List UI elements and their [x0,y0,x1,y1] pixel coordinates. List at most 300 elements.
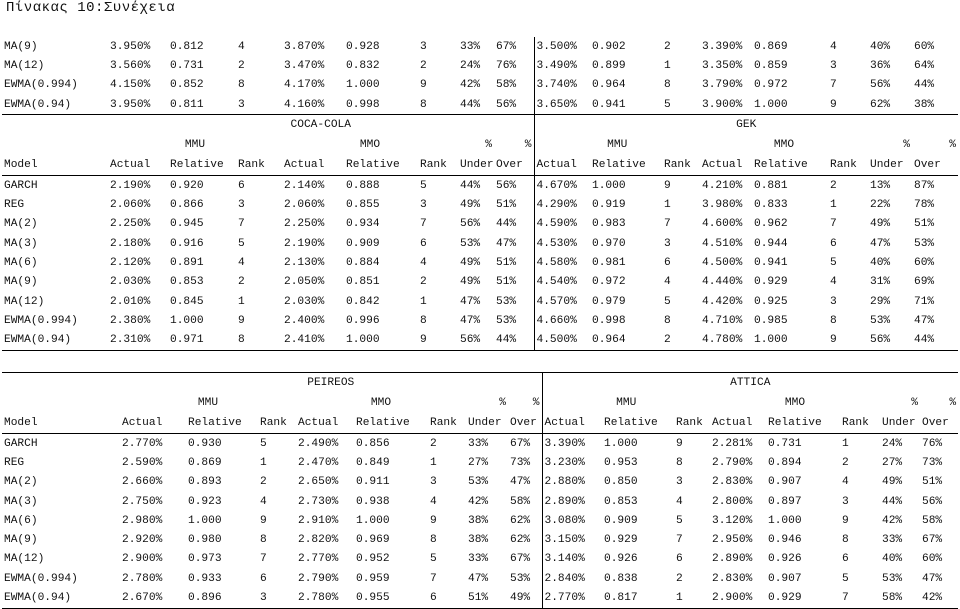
value-cell: 0.980 [188,534,222,547]
value-cell: 47% [914,314,935,327]
value-cell: 49% [882,476,903,489]
value-cell: 2.830% [712,572,753,585]
value-cell: 0.933 [188,572,222,585]
value-cell: 1 [830,199,837,212]
value-cell: 33% [882,534,903,547]
value-cell: 47% [494,234,534,253]
value-cell: 2.650% [298,476,339,489]
value-cell: 2.790% [712,456,753,469]
table-row [2,176,958,196]
model-cell: MA(6) [4,257,38,270]
value-cell: 0.959 [356,572,390,585]
group-label: % [485,139,492,152]
value-cell: 0.952 [356,553,390,566]
value-cell: 3.080% [544,514,585,527]
model-cell: MA(3) [4,495,38,508]
value-cell: 4 [238,257,245,270]
value-cell: 2.470% [298,456,339,469]
value-cell: 2.250% [110,218,151,231]
value-cell: 4.530% [536,237,577,250]
value-cell: 0.907 [768,572,802,585]
column-header: Rank [418,155,458,176]
value-cell: 2.900% [710,588,766,608]
table-row [2,95,958,115]
value-cell: 8 [418,95,458,115]
value-cell: 0.944 [754,237,788,250]
value-cell: 2.050% [284,276,325,289]
table-row [2,492,958,511]
value-cell: 0.849 [356,456,390,469]
value-cell: 2.250% [284,218,325,231]
value-cell: 0.869 [188,456,222,469]
column-header: Over [494,155,534,176]
value-cell: 0.845 [170,295,204,308]
page-title: Πίνακας 10:Συνέχεια [6,0,176,16]
value-cell: 1 [664,199,671,212]
value-cell: 49% [460,199,481,212]
value-cell: 2.770% [542,588,602,608]
value-cell: 27% [468,456,489,469]
value-cell: 49% [870,218,891,231]
value-cell: 4 [420,257,427,270]
value-cell: 2.590% [122,456,163,469]
value-cell: 44% [460,179,481,192]
value-cell: 0.946 [768,534,802,547]
value-cell: 7 [830,79,837,92]
table-row [2,530,958,549]
column-header: Over [508,413,542,434]
previous-rows [2,37,958,115]
value-cell: 44% [458,95,494,115]
value-cell: 1.000 [752,95,828,115]
value-cell: 0.853 [604,495,638,508]
value-cell: 42% [468,495,489,508]
value-cell: 3.560% [110,59,151,72]
value-cell: 0.851 [346,276,380,289]
value-cell: 0.881 [754,179,788,192]
value-cell: 53% [914,237,935,250]
value-cell: 56% [494,176,534,196]
value-cell: 2.800% [712,495,753,508]
value-cell: 7 [676,534,683,547]
value-cell: 73% [922,456,943,469]
value-cell: 2 [676,572,683,585]
column-header: Actual [108,155,168,176]
value-cell: 3.490% [536,59,577,72]
value-cell: 3.230% [544,456,585,469]
value-cell: 4.510% [702,237,743,250]
model-cell: MA(9) [4,534,38,547]
column-header: Under [880,413,920,434]
value-cell: 0.842 [346,295,380,308]
value-cell: 6 [830,237,837,250]
column-header: Rank [258,413,296,434]
value-cell: 2.180% [110,237,151,250]
value-cell: 3.650% [534,95,590,115]
value-cell: 0.953 [604,456,638,469]
table-row [2,195,958,214]
group-label: MMU [616,397,637,409]
value-cell: 4.210% [702,179,743,192]
group-label: % [494,135,534,155]
company-right: ATTICA [542,373,958,394]
value-cell: 0.979 [592,295,626,308]
value-cell: 4.440% [702,276,743,289]
value-cell: 5 [238,237,245,250]
value-cell: 2.770% [122,437,163,450]
value-cell: 0.731 [768,437,802,450]
value-cell: 1.000 [768,514,802,527]
value-cell: 0.929 [754,276,788,289]
value-cell: 5 [662,95,700,115]
value-cell: 8 [430,534,437,547]
value-cell: 0.731 [170,59,204,72]
value-cell: 4 [664,276,671,289]
value-cell: 8 [676,456,683,469]
value-cell: 8 [842,534,849,547]
value-cell: 60% [914,40,935,53]
group-label: MMU [197,397,219,409]
blank-cell [2,115,108,136]
value-cell: 33% [468,553,489,566]
value-cell: 58% [508,492,542,511]
value-cell: 0.916 [170,237,204,250]
group-label: MMO [784,397,806,409]
value-cell: 2 [662,331,700,351]
group-label: MMU [607,139,628,152]
value-cell: 3.950% [108,95,168,115]
value-cell: 3.470% [284,59,325,72]
value-cell: 2.820% [298,534,339,547]
model-cell: EWMA(0.994) [4,79,78,92]
table-row [2,56,958,75]
value-cell: 4.540% [536,276,577,289]
value-cell: 8 [238,79,245,92]
value-cell: 49% [508,588,542,608]
value-cell: 1 [674,588,710,608]
value-cell: 7 [420,218,427,231]
value-cell: 0.941 [590,95,662,115]
value-cell: 3 [238,199,245,212]
value-cell: 0.929 [604,534,638,547]
value-cell: 6 [238,179,245,192]
value-cell: 38% [468,534,489,547]
value-cell: 0.812 [170,40,204,53]
block2-rows [2,434,958,609]
value-cell: 0.897 [768,495,802,508]
table-row [2,37,958,56]
value-cell: 8 [236,331,282,351]
group-label: MMO [370,397,392,409]
column-header: Under [868,155,912,176]
value-cell: 67% [508,550,542,569]
value-cell: 9 [418,331,458,351]
value-cell: 7 [840,588,880,608]
column-header-row [2,413,958,434]
table-row [2,331,958,351]
group-label: MMO [773,139,795,152]
value-cell: 7 [430,572,437,585]
value-cell: 0.925 [754,295,788,308]
value-cell: 44% [882,495,903,508]
value-cell: 53% [882,572,903,585]
value-cell: 2.310% [108,331,168,351]
table-row [2,550,958,569]
value-cell: 0.856 [356,437,390,450]
value-cell: 47% [870,237,891,250]
value-cell: 4.160% [282,95,344,115]
value-cell: 0.930 [188,437,222,450]
value-cell: 38% [468,514,489,527]
value-cell: 0.832 [346,59,380,72]
value-cell: 2.980% [122,514,163,527]
value-cell: 0.853 [170,276,204,289]
column-header: Rank [428,413,466,434]
model-cell: EWMA(0.94) [2,331,108,351]
value-cell: 60% [914,257,935,270]
column-header: Relative [766,413,840,434]
value-cell: 2.060% [284,199,325,212]
value-cell: 4.150% [110,79,151,92]
value-cell: 0.891 [170,257,204,270]
value-cell: 0.934 [346,218,380,231]
value-cell: 1.000 [604,437,638,450]
value-cell: 0.896 [186,588,258,608]
group-row [2,135,958,155]
value-cell: 3.790% [702,79,743,92]
value-cell: 3 [420,199,427,212]
value-cell: 2.840% [544,572,585,585]
value-cell: 7 [238,218,245,231]
column-header: Actual [700,155,752,176]
column-header: Actual [542,413,602,434]
value-cell: 56% [868,331,912,351]
value-cell: 3.500% [536,40,577,53]
value-cell: 3.350% [702,59,743,72]
value-cell: 0.833 [754,199,788,212]
value-cell: 3.140% [544,553,585,566]
value-cell: 4 [842,476,849,489]
block2-header [2,373,958,434]
value-cell: 0.899 [592,59,626,72]
value-cell: 2 [238,276,245,289]
value-cell: 9 [842,514,849,527]
value-cell: 0.855 [346,199,380,212]
column-header: Actual [710,413,766,434]
value-cell: 2.730% [298,495,339,508]
value-cell: 0.969 [356,534,390,547]
value-cell: 0.817 [602,588,674,608]
value-cell: 4.420% [702,295,743,308]
value-cell: 13% [870,179,891,192]
value-cell: 5 [676,514,683,527]
value-cell: 7 [830,218,837,231]
value-cell: 3 [258,588,296,608]
value-cell: 3.390% [702,40,743,53]
value-cell: 2.770% [298,553,339,566]
value-cell: 3 [842,495,849,508]
value-cell: 6 [664,257,671,270]
value-cell: 0.972 [592,276,626,289]
value-cell: 3.980% [702,199,743,212]
value-cell: 4 [260,495,267,508]
model-cell: GARCH [4,437,38,450]
value-cell: 69% [914,276,935,289]
group-label: % [911,397,918,409]
group-label: % [949,397,957,409]
value-cell: 2.410% [282,331,344,351]
value-cell: 2.120% [110,257,151,270]
model-cell: MA(9) [4,276,38,289]
value-cell: 5 [830,257,837,270]
value-cell: 0.971 [168,331,236,351]
value-cell: 40% [870,257,891,270]
value-cell: 2.281% [712,437,753,450]
value-cell: 1.000 [346,79,380,92]
table-row [2,511,958,530]
value-cell: 47% [508,473,542,492]
model-cell: GARCH [4,179,38,192]
table-peireos-attica [2,372,958,609]
value-cell: 0.909 [604,514,638,527]
value-cell: 8 [664,79,671,92]
value-cell: 24% [882,437,903,450]
value-cell: 58% [494,76,534,95]
value-cell: 0.972 [754,79,788,92]
value-cell: 2 [830,179,837,192]
value-cell: 0.923 [188,495,222,508]
column-header: Actual [296,413,354,434]
value-cell: 56% [494,95,534,115]
column-header: Rank [236,155,282,176]
value-cell: 0.983 [592,218,626,231]
value-cell: 51% [922,476,943,489]
value-cell: 5 [842,572,849,585]
value-cell: 73% [508,453,542,472]
column-header: Relative [602,413,674,434]
value-cell: 2.780% [122,572,163,585]
value-cell: 1.000 [344,331,418,351]
company-left: PEIREOS [120,373,542,394]
value-cell: 4.600% [702,218,743,231]
value-cell: 51% [494,273,534,292]
value-cell: 1.000 [356,514,390,527]
block1-header [2,115,958,176]
model-cell: REG [4,456,25,469]
column-header: Under [458,155,494,176]
value-cell: 58% [880,588,920,608]
column-header: Model [2,155,108,176]
model-cell: MA(6) [4,514,38,527]
value-cell: 2.140% [284,179,325,192]
model-cell: MA(12) [4,553,45,566]
column-header: Rank [662,155,700,176]
value-cell: 1 [430,456,437,469]
company-right: GEK [534,115,958,136]
value-cell: 67% [922,534,943,547]
value-cell: 4.670% [536,179,577,192]
value-cell: 67% [494,37,534,56]
group-label: % [508,393,542,413]
value-cell: 9 [238,314,245,327]
value-cell: 0.894 [768,456,802,469]
model-cell: MA(2) [4,476,38,489]
value-cell: 2.880% [544,476,585,489]
value-cell: 3 [430,476,437,489]
value-cell: 0.888 [346,179,380,192]
value-cell: 9 [676,437,683,450]
model-cell: MA(12) [4,295,45,308]
value-cell: 4 [676,495,683,508]
value-cell: 33% [460,40,481,53]
value-cell: 2.830% [712,476,753,489]
table-row [2,292,958,311]
table-row [2,473,958,492]
column-header: Over [920,413,958,434]
value-cell: 3.390% [544,437,585,450]
value-cell: 0.920 [170,179,204,192]
value-cell: 0.955 [354,588,428,608]
column-header: Actual [120,413,186,434]
value-cell: 62% [508,511,542,530]
value-cell: 47% [468,572,489,585]
table-row [2,215,958,234]
value-cell: 3 [830,59,837,72]
column-header: Under [466,413,508,434]
value-cell: 2.890% [544,495,585,508]
value-cell: 4 [430,495,437,508]
value-cell: 0.998 [344,95,418,115]
value-cell: 2.910% [298,514,339,527]
column-header: Relative [590,155,662,176]
value-cell: 2 [664,40,671,53]
value-cell: 8 [420,314,427,327]
value-cell: 0.893 [188,476,222,489]
value-cell: 3.740% [536,79,577,92]
value-cell: 1 [420,295,427,308]
model-cell: EWMA(0.94) [2,95,108,115]
value-cell: 2.750% [122,495,163,508]
value-cell: 53% [494,311,534,330]
table-row [2,76,958,95]
value-cell: 6 [676,553,683,566]
value-cell: 47% [460,295,481,308]
value-cell: 2.670% [120,588,186,608]
column-header: Relative [752,155,828,176]
value-cell: 0.970 [592,237,626,250]
value-cell: 4 [830,276,837,289]
model-cell: MA(12) [4,59,45,72]
column-header: Actual [282,155,344,176]
value-cell: 64% [914,59,935,72]
value-cell: 24% [460,59,481,72]
model-cell: MA(2) [4,218,38,231]
value-cell: 22% [870,199,891,212]
value-cell: 3.900% [700,95,752,115]
value-cell: 9 [430,514,437,527]
model-cell: MA(3) [4,237,38,250]
value-cell: 44% [914,79,935,92]
value-cell: 0.850 [604,476,638,489]
value-cell: 2.010% [110,295,151,308]
value-cell: 0.945 [170,218,204,231]
value-cell: 2.060% [110,199,151,212]
value-cell: 4.710% [702,314,743,327]
value-cell: 9 [664,179,671,192]
value-cell: 36% [870,59,891,72]
value-cell: 4.500% [534,331,590,351]
value-cell: 33% [468,437,489,450]
